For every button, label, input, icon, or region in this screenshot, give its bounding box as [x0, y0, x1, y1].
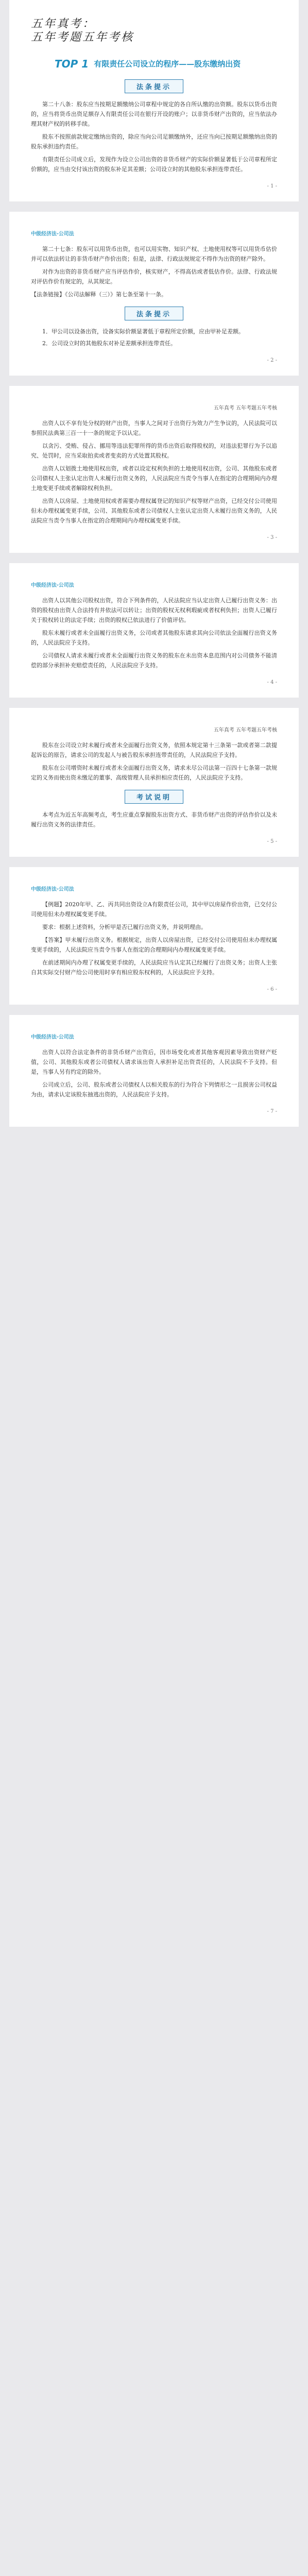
running-header-left: 中级经济法·公司法 [31, 231, 74, 237]
paragraph: 股东在公司增资时未履行或者未全面履行出资义务，请求未尽公司法第一百四十七条第一款规定的义务而使出资未缴足的董事、高级管理人员承担相应责任的，人民法院应予支持。 [31, 765, 277, 781]
page-number: - 1 - [267, 183, 277, 189]
running-header-right: 五年真考 五年考题五年考核 [213, 727, 277, 733]
section-heading-answer [31, 307, 277, 320]
paragraph: 在前述期间内办理了权属变更手续的，人民法院应当认定其已经履行了出资义务；出资人主张自其实际交付财产给公司使用时享有相应股东权利的，人民法院应予支持。 [31, 959, 277, 976]
list-item: 1．甲公司以设备出资，设备实际价额显著低于章程所定价额，应由甲补足差额。 [42, 328, 244, 335]
document-page-2 [9, 212, 299, 376]
paragraph: 出资人以划拨土地使用权出资，或者以设定权利负担的土地使用权出资，公司、其他股东或者公司债权人主张认定出资人未履行出资义务的，人民法院应当责令当事人在指定的合理期间内办理土地变更手续或者解除权利负担。 [31, 465, 277, 492]
paragraph: 出资人以其他公司股权出资，符合下列条件的，人民法院应当认定出资人已履行出资义务：出资的股权由出资人合法持有并依法可以转让；出资的股权无权利瑕疵或者权利负担；出资人已履行关于股权转让的法定手续；出资的股权已依法进行了价值评估。 [31, 597, 277, 623]
list-item: 2．公司设立时的其他股东对补足差额承担连带责任。 [42, 340, 176, 347]
paragraph: 股东不按照前款规定缴纳出资的，除应当向公司足额缴纳外，还应当向已按期足额缴纳出资的股东承担违约责任。 [31, 133, 277, 150]
page-number: - 6 - [267, 987, 277, 992]
header-line-2: 五年考题五年考核 [31, 31, 134, 44]
section-heading-label: 法条提示 [125, 79, 183, 93]
running-header [31, 725, 277, 733]
document-page-1 [9, 0, 299, 201]
topic-number: TOP 1 [55, 58, 89, 70]
page-number: - 3 - [267, 535, 277, 540]
paragraph: 第二十七条：股东可以用货币出资，也可以用实物、知识产权、土地使用权等可以用货币估价并可以依法转让的非货币财产作价出资；但是，法律、行政法规规定不得作为出资的财产除外。 [31, 246, 277, 262]
page-number: - 4 - [267, 680, 277, 685]
section-heading-label: 考试说明 [125, 790, 183, 804]
paragraph: 出资人以房屋、土地使用权或者需要办理权属登记的知识产权等财产出资，已经交付公司使用但未办理权属变更手续，公司、其他股东或者公司债权人主张认定出资人未履行出资义务的，人民法院应当责令当事人在指定的合理期间内办理权属变更手续。 [31, 498, 277, 524]
topic-heading [55, 58, 277, 70]
topic-title: 有限责任公司设立的程序——股东缴纳出资 [94, 59, 241, 69]
law-link-note: 【法条链接】《公司法解释（三）》第七条至第十一条。 [31, 291, 167, 298]
running-header [31, 581, 277, 588]
document-page-5 [9, 708, 299, 857]
running-header-left: 中级经济法·公司法 [31, 1035, 74, 1040]
page-number: - 5 - [267, 839, 277, 844]
running-header-left: 中级经济法·公司法 [31, 887, 74, 892]
running-header-right: 五年真考 五年考题五年考核 [213, 405, 277, 411]
section-heading-label: 法条提示 [125, 307, 183, 320]
paragraph: 股东在公司设立时未履行或者未全面履行出资义务，依照本规定第十三条第一款或者第二款提起诉讼的原告，请求公司的发起人与被告股东承担连带责任的，人民法院应予支持。 [31, 742, 277, 758]
document-page-6 [9, 867, 299, 1005]
paragraph: 要求：根据上述资料，分析甲是否已履行出资义务，并说明理由。 [42, 924, 207, 930]
document-page-3 [9, 386, 299, 553]
running-header [31, 229, 277, 237]
paragraph: 出资人以不享有处分权的财产出资，当事人之间对于出资行为效力产生争议的，人民法院可以参照民法典第三百一十一条的规定予以认定。 [31, 420, 277, 436]
paragraph: 对作为出资的非货币财产应当评估作价，核实财产，不得高估或者低估作价。法律、行政法规对评估作价有规定的，从其规定。 [31, 268, 277, 285]
running-header [31, 403, 277, 411]
paragraph: 出资人以符合法定条件的非货币财产出资后，因市场变化或者其他客观因素导致出资财产贬值，公司、其他股东或者公司债权人请求该出资人承担补足出资责任的，人民法院不予支持。但是，当事人另有约定的除外。 [31, 1049, 277, 1075]
paragraph: 有限责任公司成立后，发现作为设立公司出资的非货币财产的实际价额显著低于公司章程所定价额的，应当由交付该出资的股东补足其差额；公司设立时的其他股东承担连带责任。 [31, 156, 277, 173]
paragraph: 【例题】2020年甲、乙、丙共同出资设立A有限责任公司，其中甲以房屋作价出资，已交付公司使用但未办理权属变更手续。 [31, 901, 277, 918]
running-header [31, 1032, 277, 1040]
document-page-7 [9, 1015, 299, 1127]
paragraph: 公司债权人请求未履行或者未全面履行出资义务的股东在未出资本息范围内对公司债务不能清偿的部分承担补充赔偿责任的，人民法院应予支持。 [31, 652, 277, 669]
page-number: - 2 - [267, 358, 277, 363]
paragraph: 本考点为近五年高频考点，考生应重点掌握股东出资方式、非货币财产出资的评估作价以及未履行出资义务的法律责任。 [31, 811, 277, 828]
page-number: - 7 - [267, 1109, 277, 1114]
paragraph: 以贪污、受贿、侵占、挪用等违法犯罪所得的货币出资后取得股权的，对违法犯罪行为予以追究、处罚时，应当采取拍卖或者变卖的方式处置其股权。 [31, 443, 277, 459]
paragraph: 第二十八条：股东应当按期足额缴纳公司章程中规定的各自所认缴的出资额。股东以货币出资的，应当将货币出资足额存入有限责任公司在银行开设的账户；以非货币财产出资的，应当依法办理其财产权的转移手续。 [31, 101, 277, 127]
running-header-left: 中级经济法·公司法 [31, 583, 74, 588]
header-title-block [31, 18, 277, 44]
section-heading-law [31, 79, 277, 93]
paragraph: 公司成立后，公司、股东或者公司债权人以相关股东的行为符合下列情形之一且损害公司权益为由，请求认定该股东抽逃出资的，人民法院应予支持。 [31, 1081, 277, 1098]
running-header [31, 885, 277, 892]
paragraph: 【答案】甲未履行出资义务。根据规定，出资人以房屋出资，已经交付公司使用但未办理权属变更手续的，人民法院应当责令当事人在指定的合理期间内办理权属变更手续。 [31, 937, 277, 953]
header-line-1: 五年真考： [31, 18, 96, 30]
paragraph: 股东未履行或者未全面履行出资义务，公司或者其他股东请求其向公司依法全面履行出资义务的，人民法院应予支持。 [31, 630, 277, 646]
section-heading-exam [31, 790, 277, 804]
document-page-4 [9, 563, 299, 698]
